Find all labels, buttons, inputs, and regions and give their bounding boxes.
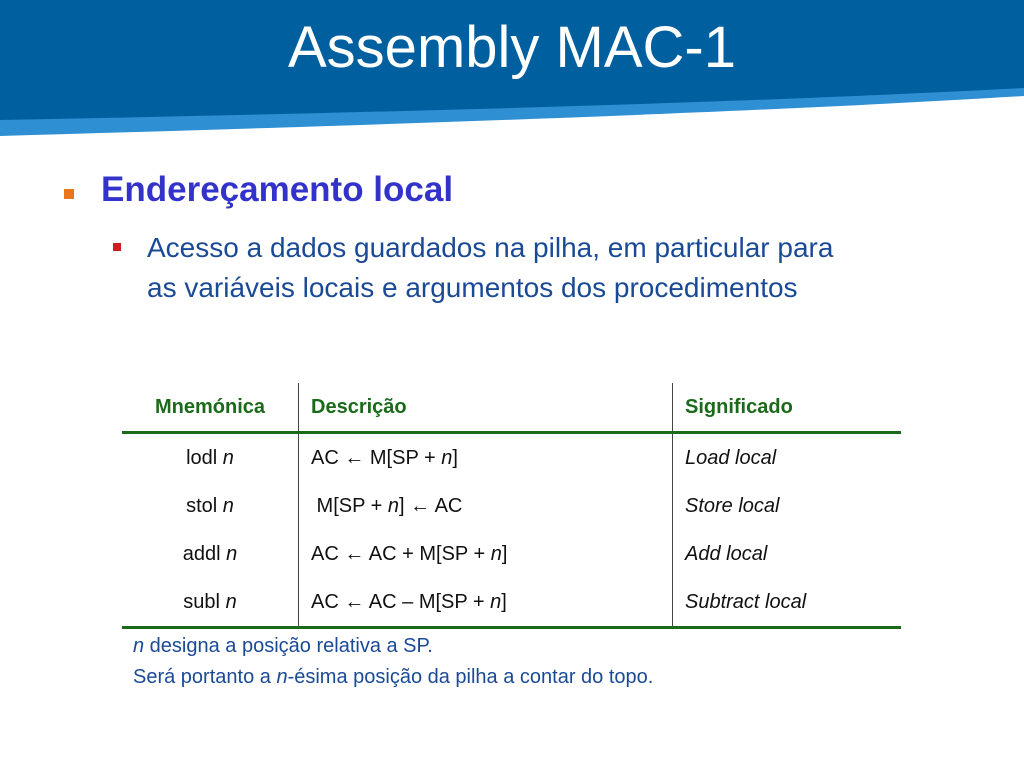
mnemonic: stol [186,494,218,517]
table-header-row [122,383,901,433]
table-footnote [133,631,653,693]
footnote-variable: n [276,666,288,688]
description-variable: n [387,494,400,517]
bullet-main [64,170,453,210]
footnote-line [133,662,653,693]
column-header-description: Descrição [299,383,673,433]
description-part: AC ← AC – M[SP + [311,590,491,613]
mnemonic-argument: n [222,446,234,469]
meaning-cell: Store local [685,494,780,517]
footnote-text: -ésima posição da pilha a contar do topo. [287,666,654,688]
description-part: ] [501,542,508,565]
column-header-meaning: Significado [673,383,902,433]
column-header-mnemonic: Mnemónica [122,383,299,433]
description-part: ] [452,446,458,469]
description-part: AC ← M[SP + [311,446,442,469]
description-part: ] ← AC [399,494,463,517]
mnemonic-argument: n [222,494,234,517]
description-part: ] [501,590,507,613]
description-cell [299,578,673,628]
bullet-sub-text [147,228,833,308]
bullet-sub-line: Acesso a dados guardados na pilha, em particular para [147,232,834,263]
square-bullet-icon [113,243,121,251]
bullet-sub-line: as variáveis locais e argumentos dos procedimentos [147,272,798,303]
square-bullet-icon [64,189,74,199]
title-banner [0,0,1024,140]
footnote-line [133,631,653,662]
description-variable: n [441,446,453,469]
bullet-main-text: Endereçamento local [101,170,454,209]
table-row [122,578,901,628]
table-row [122,482,901,530]
description-variable: n [490,590,502,613]
bullet-sub [113,228,833,308]
description-cell [299,433,673,483]
mnemonic-argument: n [226,542,238,565]
mnemonic-cell [122,530,299,578]
description-cell [299,482,673,530]
instruction-table [122,383,901,629]
description-part: AC ← AC + M[SP + [311,542,491,565]
meaning-cell: Add local [685,542,768,565]
footnote-text: Será portanto a [133,666,277,688]
description-part: M[SP + [311,494,388,517]
mnemonic: addl [182,542,221,565]
mnemonic: lodl [186,446,218,469]
mnemonic-cell [122,482,299,530]
description-variable: n [490,542,502,565]
mnemonic-argument: n [225,590,237,613]
mnemonic: subl [183,590,220,613]
table-row [122,530,901,578]
mnemonic-cell [122,433,299,483]
footnote-text: designa a posição relativa a SP. [144,635,433,657]
footnote-variable: n [133,635,145,657]
table-row [122,433,901,483]
mnemonic-cell [122,578,299,628]
meaning-cell: Load local [685,446,777,469]
slide-title: Assembly MAC-1 [288,15,736,80]
description-cell [299,530,673,578]
meaning-cell: Subtract local [673,578,902,628]
